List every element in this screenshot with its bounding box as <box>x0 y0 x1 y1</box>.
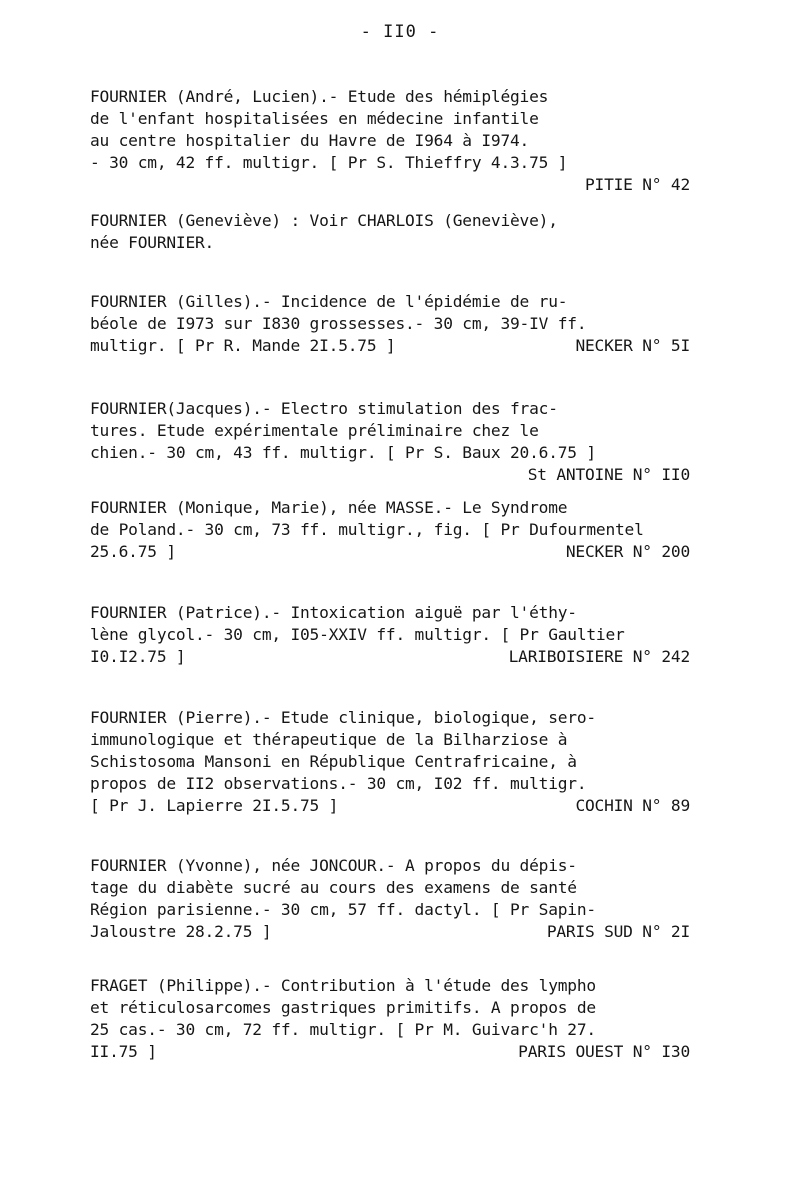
entry-line: FOURNIER (Yvonne), née JONCOUR.- A propos du dépis- <box>90 856 577 875</box>
entry-line-with-location <box>90 1041 690 1063</box>
entry-line: FOURNIER(Jacques).- Electro stimulation des frac- <box>90 399 558 418</box>
entry-line: au centre hospitalier du Havre de I964 à I974. <box>90 131 530 150</box>
entry-line: née FOURNIER. <box>90 233 215 252</box>
entry-line-with-location <box>90 646 690 668</box>
entry-line: de l'enfant hospitalisées en médecine infantile <box>90 109 539 128</box>
entry-line-with-location <box>90 921 690 943</box>
entry-line: II.75 ] <box>90 1042 157 1061</box>
catalog-entry-gilles <box>90 291 690 357</box>
entry-line: béole de I973 sur I830 grossesses.- 30 cm, 39-IV ff. <box>90 314 587 333</box>
entry-line: propos de II2 observations.- 30 cm, I02 ff. multigr. <box>90 774 587 793</box>
page-number: - II0 - <box>360 22 440 42</box>
entry-location: PITIE N° 42 <box>584 175 690 194</box>
entry-line-with-location <box>90 541 690 563</box>
catalog-entry-philippe <box>90 975 690 1063</box>
entry-line: chien.- 30 cm, 43 ff. multigr. [ Pr S. Baux 20.6.75 ] <box>90 443 596 462</box>
entry-location: St ANTOINE N° II0 <box>527 465 690 484</box>
entry-line: FOURNIER (Monique, Marie), née MASSE.- Le Syndrome <box>90 498 568 517</box>
entry-line: FOURNIER (Patrice).- Intoxication aiguë par l'éthy- <box>90 603 577 622</box>
entry-line: immunologique et thérapeutique de la Bilharziose à <box>90 730 568 749</box>
entry-line: 25 cas.- 30 cm, 72 ff. multigr. [ Pr M. Guivarc'h 27. <box>90 1020 596 1039</box>
entry-location: PARIS SUD N° 2I <box>546 922 690 941</box>
entry-line: 25.6.75 ] <box>90 542 176 561</box>
entry-line: Région parisienne.- 30 cm, 57 ff. dactyl. [ Pr Sapin- <box>90 900 596 919</box>
entry-line: de Poland.- 30 cm, 73 ff. multigr., fig. [ Pr Dufourmentel <box>90 520 644 539</box>
catalog-entry-jacques <box>90 398 690 486</box>
entry-location: PARIS OUEST N° I30 <box>518 1042 690 1061</box>
entry-line: tures. Etude expérimentale préliminaire chez le <box>90 421 539 440</box>
entry-line: FRAGET (Philippe).- Contribution à l'étude des lympho <box>90 976 596 995</box>
catalog-entry-patrice <box>90 602 690 668</box>
entry-line: FOURNIER (Gilles).- Incidence de l'épidémie de ru- <box>90 292 568 311</box>
entry-line: tage du diabète sucré au cours des examens de santé <box>90 878 577 897</box>
entry-line: multigr. [ Pr R. Mande 2I.5.75 ] <box>90 336 396 355</box>
catalog-entry-genevieve <box>90 210 690 254</box>
entry-line-with-location <box>90 335 690 357</box>
entry-line: I0.I2.75 ] <box>90 647 186 666</box>
entry-line: - 30 cm, 42 ff. multigr. [ Pr S. Thieffry 4.3.75 ] <box>90 153 568 172</box>
entry-line: Jaloustre 28.2.75 ] <box>90 922 272 941</box>
entry-line-with-location <box>90 795 690 817</box>
entry-line: [ Pr J. Lapierre 2I.5.75 ] <box>90 796 339 815</box>
entry-location: NECKER N° 5I <box>575 336 690 355</box>
catalog-entry-pierre <box>90 707 690 817</box>
catalog-entry-yvonne <box>90 855 690 943</box>
entry-line: FOURNIER (Pierre).- Etude clinique, biologique, sero- <box>90 708 596 727</box>
entry-line: et réticulosarcomes gastriques primitifs. A propos de <box>90 998 596 1017</box>
catalog-entry-monique <box>90 497 690 563</box>
entry-location: COCHIN N° 89 <box>575 796 690 815</box>
entry-line: lène glycol.- 30 cm, I05-XXIV ff. multigr. [ Pr Gaultier <box>90 625 625 644</box>
entry-line: FOURNIER (Geneviève) : Voir CHARLOIS (Geneviève), <box>90 211 558 230</box>
entry-line: Schistosoma Mansoni en République Centrafricaine, à <box>90 752 577 771</box>
entry-location: NECKER N° 200 <box>565 542 690 561</box>
entry-line: FOURNIER (André, Lucien).- Etude des hémiplégies <box>90 87 549 106</box>
entry-location: LARIBOISIERE N° 242 <box>508 647 690 666</box>
catalog-entry-andre <box>90 86 690 196</box>
